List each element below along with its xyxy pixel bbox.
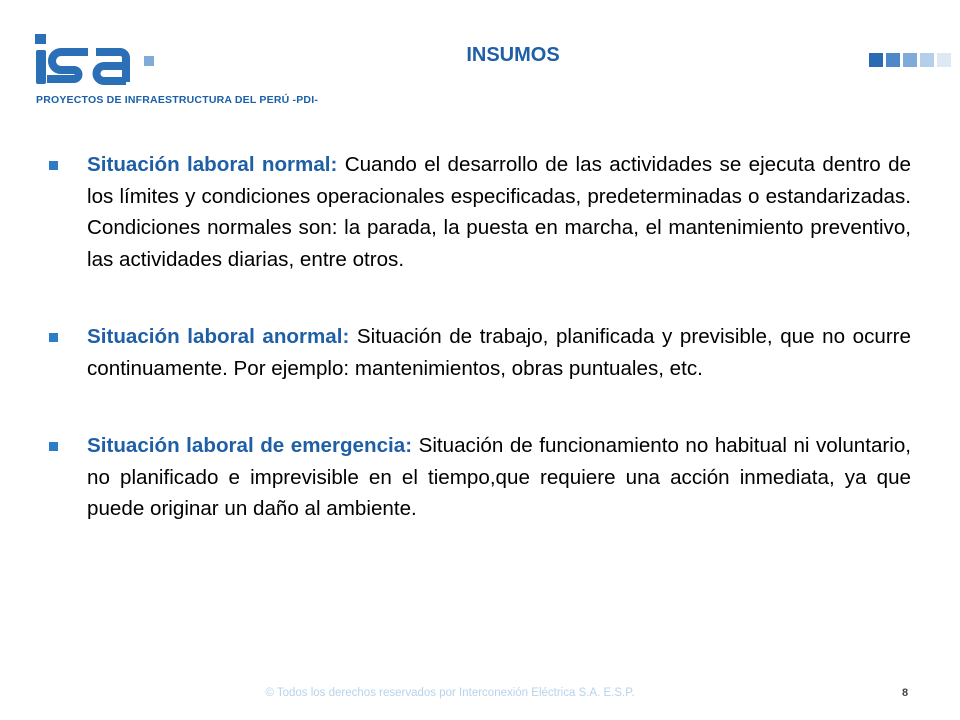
bullet-body: Cuando el desarrollo de las actividades se ejecuta dentro de los límites y condiciones operacionales especificadas, predeterminadas o estandarizadas. Condiciones normales son: la parada, la puesta en marcha, el mantenimiento preventivo, las actividades diarias, entre otros.	[87, 153, 912, 271]
list-item	[49, 430, 911, 525]
decorative-squares	[869, 53, 951, 67]
bullet-term: Situación laboral anormal:	[87, 325, 350, 348]
bullet-text	[87, 430, 911, 525]
bullet-body: Situación de funcionamiento no habitual ni voluntario, no planificado e imprevisible en el tiempo,que requiere una acción inmediata, ya que puede originar un daño al ambiente.	[87, 434, 912, 520]
decorative-square	[920, 53, 934, 67]
bullet-square-icon	[49, 161, 58, 170]
page-number: 8	[902, 687, 909, 699]
decorative-square	[937, 53, 951, 67]
list-item	[49, 321, 911, 384]
bullet-list	[49, 149, 911, 571]
decorative-square	[903, 53, 917, 67]
logo-subtitle: PROYECTOS DE INFRAESTRUCTURA DEL PERÚ -PDI-	[36, 94, 319, 106]
list-item	[49, 149, 911, 275]
slide-title: INSUMOS	[466, 44, 560, 66]
bullet-square-icon	[49, 442, 58, 451]
bullet-term: Situación laboral de emergencia:	[87, 434, 413, 457]
bullet-square-icon	[49, 333, 58, 342]
bullet-body: Situación de trabajo, planificada y previsible, que no ocurre continuamente. Por ejemplo: mantenimientos, obras puntuales, etc.	[87, 325, 911, 380]
decorative-square	[886, 53, 900, 67]
bullet-text	[87, 149, 911, 275]
bullet-term: Situación laboral normal:	[87, 153, 338, 176]
bullet-text	[87, 321, 911, 384]
decorative-square	[869, 53, 883, 67]
copyright-notice: © Todos los derechos reservados por Interconexión Eléctrica S.A. E.S.P.	[265, 687, 635, 699]
